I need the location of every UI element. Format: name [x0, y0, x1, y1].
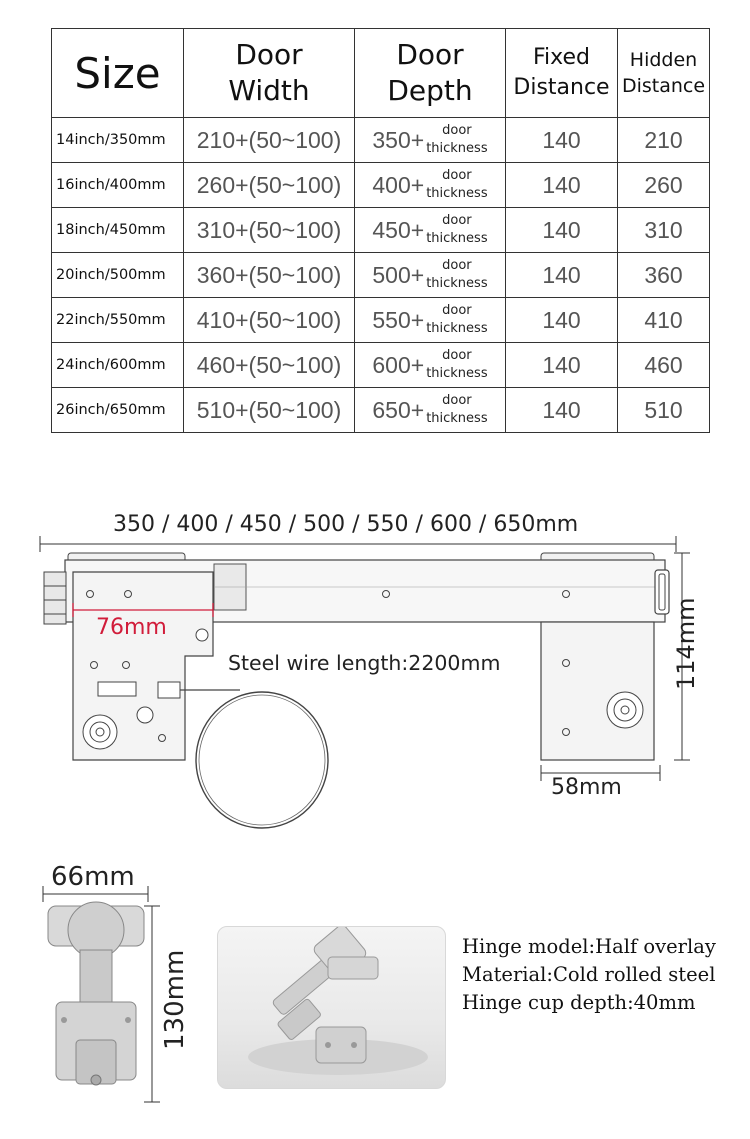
door-width-cell: 510+(50~100): [184, 388, 355, 433]
door-depth-cell: [355, 388, 506, 433]
hinge-height-line: [144, 906, 160, 1102]
table-row: [52, 208, 710, 253]
door-width-cell: 210+(50~100): [184, 118, 355, 163]
hinge-width-line: [43, 886, 148, 902]
door-thickness-note: door thickness: [426, 123, 488, 156]
size-cell: 14inch/350mm: [52, 118, 184, 163]
table-row: [52, 253, 710, 298]
right-plate: [541, 622, 654, 760]
size-cell: 18inch/450mm: [52, 208, 184, 253]
fixed-distance-cell: 140: [506, 118, 618, 163]
hinge-height-label: 130mm: [160, 949, 190, 1050]
table-row: [52, 118, 710, 163]
hidden-distance-cell: 260: [618, 163, 710, 208]
fixed-distance-cell: 140: [506, 298, 618, 343]
header-door-width: Door Width: [184, 29, 355, 118]
hidden-distance-cell: 510: [618, 388, 710, 433]
door-depth-cell: [355, 298, 506, 343]
spec-table: [51, 28, 710, 433]
hidden-distance-cell: 310: [618, 208, 710, 253]
left-bracket: [73, 572, 213, 760]
table-row: [52, 343, 710, 388]
door-depth-value: 650+: [372, 396, 425, 423]
door-thickness-note: door thickness: [426, 168, 488, 201]
size-cell: 20inch/500mm: [52, 253, 184, 298]
door-width-cell: 260+(50~100): [184, 163, 355, 208]
size-cell: 26inch/650mm: [52, 388, 184, 433]
header-hidden-distance: Hidden Distance: [618, 29, 710, 118]
door-depth-value: 600+: [372, 351, 425, 378]
hidden-distance-cell: 360: [618, 253, 710, 298]
size-cell: 22inch/550mm: [52, 298, 184, 343]
door-thickness-note: door thickness: [426, 303, 488, 336]
size-cell: 24inch/600mm: [52, 343, 184, 388]
wire-length-label: Steel wire length:2200mm: [228, 651, 501, 675]
fixed-distance-cell: 140: [506, 253, 618, 298]
door-depth-value: 350+: [372, 126, 425, 153]
fixed-distance-cell: 140: [506, 163, 618, 208]
door-depth-value: 450+: [372, 216, 425, 243]
door-width-cell: 460+(50~100): [184, 343, 355, 388]
hinge-specs: [462, 933, 716, 1017]
length-dimension-line: [40, 536, 676, 552]
hidden-distance-cell: 210: [618, 118, 710, 163]
hinge-spec-model: Hinge model:Half overlay: [462, 935, 716, 958]
steel-wire: [180, 690, 328, 828]
door-depth-cell: [355, 343, 506, 388]
door-depth-value: 500+: [372, 261, 425, 288]
door-thickness-note: door thickness: [426, 393, 488, 426]
door-width-cell: 410+(50~100): [184, 298, 355, 343]
table-row: [52, 298, 710, 343]
table-header-row: [52, 29, 710, 118]
fixed-distance-cell: 140: [506, 208, 618, 253]
table-row: [52, 163, 710, 208]
height-label: 114mm: [672, 597, 700, 690]
door-thickness-note: door thickness: [426, 348, 488, 381]
hinge-photo-image: [218, 927, 445, 1088]
hinge-width-label: 66mm: [51, 862, 135, 892]
hidden-distance-cell: 460: [618, 343, 710, 388]
door-thickness-note: door thickness: [426, 258, 488, 291]
door-depth-value: 550+: [372, 306, 425, 333]
header-door-depth: Door Depth: [355, 29, 506, 118]
door-width-cell: 310+(50~100): [184, 208, 355, 253]
fixed-distance-cell: 140: [506, 343, 618, 388]
plate-width-label: 58mm: [551, 775, 622, 800]
hinge-photo: [217, 926, 446, 1089]
bracket-width-label: 76mm: [96, 615, 167, 640]
header-size: Size: [52, 29, 184, 118]
hinge-image: [48, 902, 144, 1085]
door-width-cell: 360+(50~100): [184, 253, 355, 298]
size-cell: 16inch/400mm: [52, 163, 184, 208]
header-fixed-distance: Fixed Distance: [506, 29, 618, 118]
door-depth-cell: [355, 253, 506, 298]
door-depth-cell: [355, 163, 506, 208]
door-thickness-note: door thickness: [426, 213, 488, 246]
hinge-spec-cup-depth: Hinge cup depth:40mm: [462, 991, 696, 1014]
length-label: 350 / 400 / 450 / 500 / 550 / 600 / 650mm: [113, 512, 579, 537]
door-depth-cell: [355, 118, 506, 163]
hidden-distance-cell: 410: [618, 298, 710, 343]
door-depth-cell: [355, 208, 506, 253]
hinge-spec-material: Material:Cold rolled steel: [462, 963, 716, 986]
table-row: [52, 388, 710, 433]
door-depth-value: 400+: [372, 171, 425, 198]
fixed-distance-cell: 140: [506, 388, 618, 433]
